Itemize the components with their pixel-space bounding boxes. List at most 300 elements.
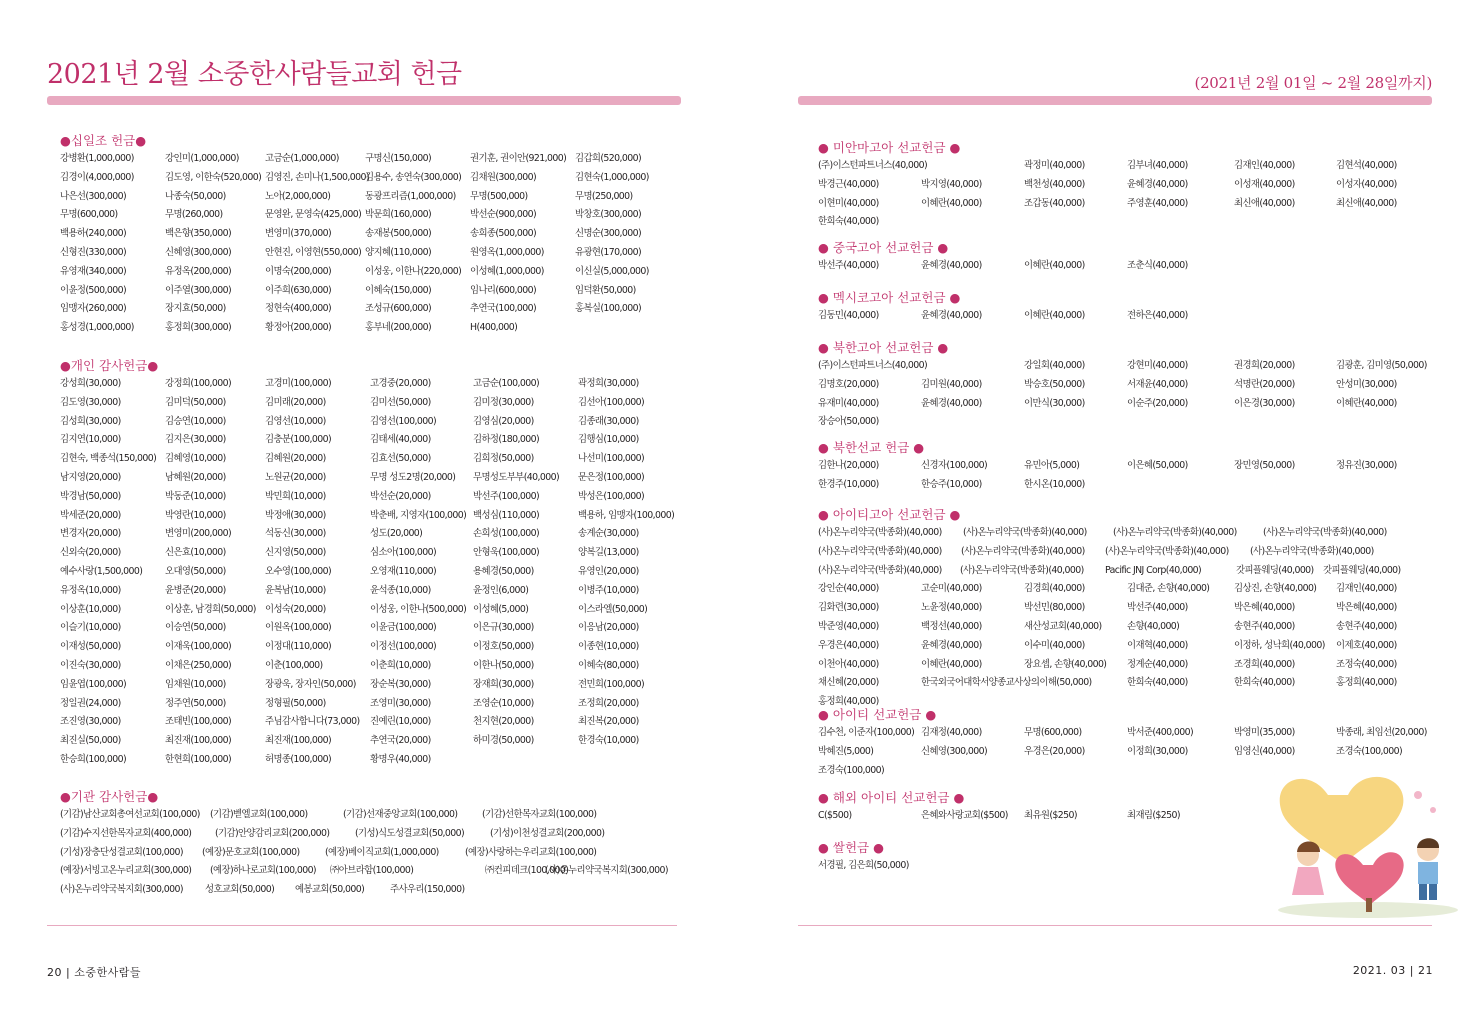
donor-entry: 전하은(40,000) [1127,310,1188,321]
donor-entry: 신혜영(300,000) [921,745,988,757]
donor-list [818,857,909,876]
donor-entry: 박선순(20,000) [370,490,431,502]
donor-entry: 우경은(20,000) [1024,745,1085,757]
donor-entry: 최진실(50,000) [60,735,121,747]
tithe-section [60,132,649,338]
donor-entry: 김채원(300,000) [470,171,537,183]
donor-entry: 최재림($250) [1127,810,1180,821]
donor-entry: 윤혜경(40,000) [921,260,982,271]
donor-entry: 변영미(370,000) [265,228,332,240]
list-item [818,674,1397,693]
donor-entry: 이상훈(10,000) [60,603,121,615]
donor-entry: (사)온누리약국(박종화)(40,000) [818,545,942,557]
donor-entry: 김갑희(520,000) [575,153,642,164]
donor-entry: 곽정희(30,000) [578,378,639,389]
donor-entry: 이성재(40,000) [1234,178,1295,190]
donor-entry: 이정하, 성낙희(40,000) [1234,639,1325,651]
list-item [60,150,642,169]
donor-entry: 박선순(900,000) [470,209,537,221]
rice-offering-section [818,839,909,876]
donor-entry: 신형진(330,000) [60,246,127,258]
donor-entry: 무명(260,000) [165,209,223,221]
donor-entry: (사)온누리약국(박종화)(40,000) [818,564,942,576]
donor-entry: 조진영(30,000) [60,716,121,728]
section-title: ● 북한고아 선교헌금 ● [818,340,949,355]
donor-entry: 한희숙(40,000) [818,216,879,228]
list-item [818,637,1397,656]
donor-entry: 송희종(500,000) [470,228,537,240]
section-title: ●십일조 헌금● [60,133,147,148]
donor-entry: 성호교회(50,000) [205,884,275,896]
section-title: ● 중국고아 선교헌금 ● [818,240,949,255]
donor-entry: 최유원($250) [1024,810,1077,821]
donor-entry: (기성)이천성결교회(200,000) [490,827,605,839]
list-item [60,319,518,338]
donor-entry: 정형필(50,000) [265,697,326,709]
donor-entry: 이정대(110,000) [265,641,332,653]
donor-entry: 고순미(40,000) [921,583,982,595]
donor-entry: 이병주(10,000) [578,584,639,596]
donor-entry: 조갑동(40,000) [1024,197,1085,209]
list-item [60,225,642,244]
section-title: ● 미안마고아 선교헌금 ● [818,140,961,155]
donor-entry: 변영미(200,000) [165,528,232,540]
donor-entry: C($500) [818,810,852,821]
donor-entry: 송현주(40,000) [1234,620,1295,632]
bottom-divider [47,925,677,926]
donor-entry: (사)온누리약국복지회(300,000) [60,884,183,896]
donor-entry: 김재인(40,000) [1234,160,1295,171]
nk-orphan-section [818,339,1427,432]
list-item [818,376,1397,395]
donor-entry: 조정숙(40,000) [1336,658,1397,670]
personal-thanks-section [60,357,675,770]
donor-entry: 강정희(100,000) [165,378,232,389]
donor-entry: (사)온누리약국(박종화)(40,000) [1105,545,1229,557]
donor-entry: 김영진, 손미나(1,500,000) [265,171,369,183]
donor-entry: 윤석종(10,000) [370,584,431,596]
donor-entry: 유광현(170,000) [575,246,642,258]
donor-entry: 송계순(30,000) [578,528,639,540]
list-item [60,413,639,432]
donor-entry: 이은경(30,000) [1234,397,1295,409]
donor-entry: (사)온누리약국(박종화)(40,000) [960,564,1084,576]
donor-entry: 홍성경(1,000,000) [60,322,134,334]
donor-entry: (사)온누리약국(박종화)(40,000) [1263,527,1387,538]
donor-entry: 백천성(40,000) [1024,178,1085,190]
donor-entry: 이천아(40,000) [818,658,879,670]
section-title: ● 아이티고아 선교헌금 ● [818,507,961,522]
donor-entry: 유재미(40,000) [818,397,879,409]
donor-entry: 이정선(100,000) [370,641,437,653]
donor-entry: 장재희(30,000) [473,678,534,690]
donor-entry: (사)온누리약국(박종화)(40,000) [1113,527,1237,538]
donor-entry: 김화련(30,000) [818,602,879,614]
right-page [740,0,1480,1016]
donor-entry: 백용하(240,000) [60,228,127,240]
donor-entry: 정일권(24,000) [60,697,121,709]
donor-entry: 예봉교회(50,000) [295,884,365,896]
list-item [60,394,645,413]
list-item [60,638,639,657]
list-item [818,656,1397,675]
donor-entry: (기감)수지선한목자교회(400,000) [60,827,192,839]
donor-entry: 김미원(40,000) [921,378,982,390]
list-item [60,732,639,751]
list-item [818,857,909,876]
donor-entry: 윤혜경(40,000) [1127,178,1188,190]
donor-entry: (예장)서빙고온누리교회(300,000) [60,865,192,877]
donor-entry: 조경숙(100,000) [818,764,885,776]
donor-entry: 박선주(40,000) [1127,602,1188,614]
donor-entry: 박춘배, 지영자(100,000) [370,509,467,521]
donor-entry: (예장)사랑하는우리교회(100,000) [465,846,597,858]
list-item [818,562,1401,581]
list-item [818,307,1188,326]
list-item [818,580,1397,599]
list-item [60,263,649,282]
donor-entry: 임윤엽(100,000) [60,678,127,690]
page-title: 2021년 2월 소중한사람들교회 헌금 [47,59,462,90]
donor-entry: 이성웅, 이한나(500,000) [370,603,467,615]
list-item [818,395,1397,414]
donor-entry: 손향(40,000) [1127,620,1180,632]
donor-entry: 홍부네(200,000) [365,322,432,334]
donor-entry: 정현숙(400,000) [265,303,332,315]
donor-entry: 전민희(100,000) [578,678,645,690]
donor-entry: 홍정희(300,000) [165,322,232,334]
donor-entry: 조춘식(40,000) [1127,260,1188,271]
donor-entry: 김현숙(1,000,000) [575,171,649,183]
donor-entry: 이현미(40,000) [818,197,879,209]
list-item [60,206,642,225]
donor-entry: 나종숙(50,000) [165,190,226,202]
donor-entry: 김경이(4,000,000) [60,171,134,183]
donor-entry: 조영미(30,000) [370,697,431,709]
donor-entry: 백성심(110,000) [473,509,540,521]
donor-entry: 강일회(40,000) [1024,360,1085,371]
list-item [60,507,675,526]
donor-entry: 한희숙(40,000) [1127,677,1188,689]
list-item [818,476,1085,495]
donor-entry: (사)온누리약국(박종화)(40,000) [963,527,1087,538]
donor-entry: (주)이스턴파트너스(40,000) [818,160,928,171]
donor-entry: (사)온누리약국(박종화)(40,000) [961,545,1085,557]
donor-entry: 무명 성도2명(20,000) [370,471,456,483]
donor-entry: 구명신(150,000) [365,153,432,164]
donor-entry: 장요셉, 손향(40,000) [1024,658,1107,670]
donor-entry: 주영훈(40,000) [1127,197,1188,209]
mexico-orphan-section [818,289,1188,326]
list-item [60,657,639,676]
donor-entry: 장순복(30,000) [370,678,431,690]
donor-entry: 임덕환(50,000) [575,284,636,296]
donor-entry: 박민희(10,000) [265,490,326,502]
donor-entry: 김태세(40,000) [370,434,431,446]
donor-entry: 오영재(110,000) [370,565,437,577]
myanmar-orphan-section [818,139,1397,232]
donor-entry: 김미선(50,000) [370,396,431,408]
list-item [818,457,1397,476]
donor-entry: 조태빈(100,000) [165,716,232,728]
donor-entry: 이혜란(40,000) [1024,310,1085,321]
donor-list [60,806,668,900]
donor-entry: 김승연(10,000) [165,415,226,427]
donor-entry: 박준영(40,000) [818,620,879,632]
list-item [818,213,960,232]
list-item [60,751,431,770]
donor-entry: 김영심(20,000) [473,415,534,427]
donor-entry: 안현진, 이영현(550,000) [265,246,362,258]
donor-entry: 김영선(100,000) [370,415,437,427]
list-item [60,881,465,900]
donor-entry: 하미경(50,000) [473,735,534,747]
donor-entry: 박선주(40,000) [818,260,879,271]
donor-entry: 장승아(50,000) [818,416,879,428]
donor-entry: (사)온누리약국복지회(300,000) [545,865,668,877]
donor-entry: 김상진, 손향(40,000) [1234,583,1317,595]
donor-entry: 양지혜(110,000) [365,246,432,258]
donor-entry: 김경희(40,000) [1024,583,1085,595]
list-item [60,713,639,732]
donor-entry: 이춘희(10,000) [370,659,431,671]
donor-entry: 이혜란(40,000) [921,197,982,209]
donor-list [818,257,1188,276]
list-item [60,431,639,450]
donor-entry: 우경은(40,000) [818,639,879,651]
donor-entry: 원영옥(1,000,000) [470,246,544,258]
donor-entry: 조영순(10,000) [473,697,534,709]
donor-entry: 박정애(30,000) [265,509,326,521]
donor-entry: 권경희(20,000) [1234,360,1295,371]
list-item [60,188,633,207]
donor-entry: 유민아(5,000) [1024,460,1080,471]
donor-entry: 박지영(40,000) [921,178,982,190]
donor-entry: 주사우리(150,000) [390,884,465,896]
donor-entry: 무명성도부부(40,000) [473,471,560,483]
donor-entry: 은혜와사랑교회($500) [921,810,1008,821]
donor-entry: 홍정희(40,000) [818,696,879,708]
donor-entry: 최신애(40,000) [1234,197,1295,209]
donor-entry: 김종래(30,000) [578,415,639,427]
donor-entry: 이성웅, 이한나(220,000) [365,265,462,277]
list-item [818,195,1397,214]
donor-entry: 김효선(50,000) [370,453,431,465]
page-footer: 20 | 소중한사람들 [47,966,141,979]
donor-entry: 신외숙(20,000) [60,547,121,559]
donor-entry: (기감)선재중앙교회(100,000) [343,809,458,820]
section-title: ● 북한선교 헌금 ● [818,440,925,455]
donor-entry: 김현석(40,000) [1336,160,1397,171]
donor-entry: 이은규(30,000) [473,622,534,634]
donor-entry: 이혜란(40,000) [921,658,982,670]
donor-entry: 김용수, 송연숙(300,000) [365,171,462,183]
donor-entry: 새산성교회(40,000) [1024,620,1102,632]
donor-list [818,157,1397,232]
donor-entry: 권기훈, 권이안(921,000) [470,153,567,164]
list-item [60,695,639,714]
donor-entry: 박승호(50,000) [1024,378,1085,390]
donor-entry: 이한나(50,000) [473,659,534,671]
donor-entry: (기성)식도성결교회(50,000) [355,827,465,839]
donor-entry: 성도(20,000) [370,528,423,540]
list-item [60,825,605,844]
donor-list [818,724,1427,780]
donor-entry: 박영란(10,000) [165,509,226,521]
donor-entry: 노윤정(40,000) [921,602,982,614]
donor-entry: (기감)안양감리교회(200,000) [215,827,330,839]
donor-entry: 이재혁(40,000) [1127,639,1188,651]
donor-entry: 김광훈, 김미영(50,000) [1336,360,1427,371]
donor-entry: 황정아(200,000) [265,322,332,334]
donor-entry: 박경남(50,000) [60,490,121,502]
donor-entry: 이명숙(200,000) [265,265,332,277]
donor-entry: 윤복남(10,000) [265,584,326,596]
donor-entry: 이만식(30,000) [1024,397,1085,409]
donor-entry: 한승주(10,000) [921,478,982,490]
donor-entry: 이혜숙(150,000) [365,284,432,296]
list-item [60,582,639,601]
donor-entry: 이혜란(40,000) [1336,397,1397,409]
list-item [818,807,1180,826]
donor-entry: (예장)베이직교회(1,000,000) [325,846,439,858]
donor-entry: 남지영(20,000) [60,471,121,483]
donor-entry: 이성혜(1,000,000) [470,265,544,277]
donor-entry: 임나리(600,000) [470,284,537,296]
donor-entry: (예장)문호교회(100,000) [202,846,300,858]
donor-entry: 정계순(40,000) [1127,658,1188,670]
list-item [60,525,639,544]
title-bar [47,96,681,105]
donor-entry: 무명(600,000) [60,209,118,221]
donor-entry: 김도영(30,000) [60,396,121,408]
overseas-haiti-section [818,789,1180,826]
donor-entry: 김선아(100,000) [578,396,645,408]
donor-entry: 조경숙(100,000) [1336,745,1403,757]
list-item [818,357,1427,376]
donor-entry: 송현주(40,000) [1336,620,1397,632]
donor-entry: 서경필, 김은희(50,000) [818,860,909,871]
title-bar [798,96,1432,105]
donor-entry: 심소아(100,000) [370,547,437,559]
list-item [818,599,1397,618]
list-item [60,544,639,563]
donor-entry: 허명종(100,000) [265,753,332,765]
donor-entry: 고경중(20,000) [370,378,431,389]
donor-entry: 이진숙(30,000) [60,659,121,671]
donor-entry: 김미정(30,000) [473,396,534,408]
donor-entry: 양복길(13,000) [578,547,639,559]
donor-entry: 김지은(30,000) [165,434,226,446]
donor-entry: 김현숙, 백종석(150,000) [60,453,157,465]
donor-entry: 유정옥(200,000) [165,265,232,277]
page-footer: 2021. 03 | 21 [1352,964,1433,977]
donor-entry: ㈜컨피데크(100,000) [485,865,569,877]
donor-entry: 윤병준(20,000) [165,584,226,596]
donor-entry: (기감)남산교회총여선교회(100,000) [60,809,200,820]
section-title: ● 해외 아이티 선교헌금 ● [818,790,965,805]
list-item [60,601,648,620]
donor-entry: (사)온누리약국(박종화)(40,000) [1250,545,1374,557]
donor-entry: 신혜영(300,000) [165,246,232,258]
donor-entry: 이상훈, 남경희(50,000) [165,603,256,615]
donor-entry: 장지효(50,000) [165,303,226,315]
donor-entry: 오대영(50,000) [165,565,226,577]
donor-entry: 석명란(20,000) [1234,378,1295,390]
donor-entry: 장광욱, 장자인(50,000) [265,678,356,690]
list-item [818,176,1397,195]
donor-entry: 강인미(1,000,000) [165,153,239,164]
donor-entry: 이순주(20,000) [1127,397,1188,409]
donor-entry: 박동준(10,000) [165,490,226,502]
donor-entry: 조경희(40,000) [1234,658,1295,670]
donor-entry: 주님감사합니다(73,000) [265,716,360,728]
donor-entry: 김영선(10,000) [265,415,326,427]
donor-entry: 박선주(100,000) [473,490,540,502]
donor-entry: 이수미(40,000) [1024,639,1085,651]
donor-entry: 신은효(10,000) [165,547,226,559]
donor-entry: 이은혜(50,000) [1127,460,1188,471]
donor-entry: 변경자(20,000) [60,528,121,540]
china-orphan-section [818,239,1188,276]
donor-entry: 김지연(10,000) [60,434,121,446]
donor-entry: 고금순(1,000,000) [265,153,339,164]
donor-entry: 강병환(1,000,000) [60,153,134,164]
donor-entry: 김희정(50,000) [473,453,534,465]
list-item [60,844,597,863]
donor-entry: 진예린(10,000) [370,716,431,728]
donor-entry: 박선민(80,000) [1024,602,1085,614]
donor-entry: 이응남(20,000) [578,622,639,634]
donor-entry: 무명(500,000) [470,190,528,202]
donor-entry: 이종현(10,000) [578,641,639,653]
donor-entry: 이제호(40,000) [1336,639,1397,651]
donor-entry: 정주연(50,000) [165,697,226,709]
donor-entry: 김도영, 이한숙(520,000) [165,171,262,183]
donor-entry: 이혜숙(80,000) [578,659,639,671]
donor-entry: (기감)선한목자교회(100,000) [482,809,597,820]
donor-entry: 문은정(100,000) [578,471,645,483]
list-item [60,488,645,507]
list-item [60,375,639,394]
donor-list [818,807,1180,826]
donor-entry: 최신애(40,000) [1336,197,1397,209]
donor-entry: 박성은(100,000) [578,490,645,502]
donor-entry: 김혜원(20,000) [265,453,326,465]
donor-entry: 박창호(300,000) [575,209,642,221]
donor-entry: 안형욱(100,000) [473,547,540,559]
donor-entry: 유영재(340,000) [60,265,127,277]
list-item [818,724,1427,743]
donor-entry: 김재인(40,000) [1336,583,1397,595]
donor-entry: 김부녀(40,000) [1127,160,1188,171]
donor-entry: 윤혜경(40,000) [921,397,982,409]
donor-entry: 이스라엘(50,000) [578,603,648,615]
donor-entry: 조성규(600,000) [365,303,432,315]
donor-entry: 이신실(5,000,000) [575,265,649,277]
donor-entry: 강인순(40,000) [818,583,879,595]
list-item [818,257,1188,276]
donor-entry: 안성미(30,000) [1336,378,1397,390]
donor-entry: 박문희(160,000) [365,209,432,221]
haiti-orphan-section [818,506,1401,712]
donor-entry: 이채은(250,000) [165,659,232,671]
donor-entry: 나선미(100,000) [578,453,645,465]
donor-entry: ㈜아브라함(100,000) [330,865,414,877]
donor-entry: 이정호(50,000) [473,641,534,653]
section-title: ●기관 감사헌금● [60,789,159,804]
list-item [818,543,1374,562]
